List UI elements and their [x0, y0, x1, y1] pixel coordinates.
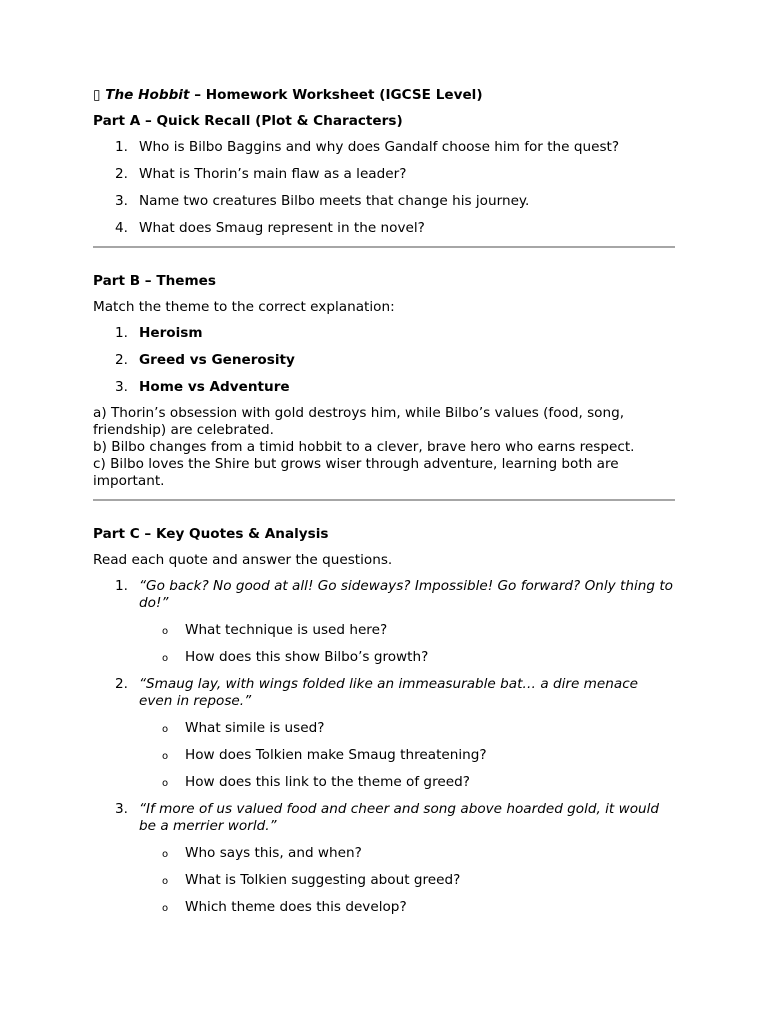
part-a-question: [93, 193, 675, 210]
question-number: 2.: [115, 166, 128, 182]
worksheet-title: [93, 87, 675, 104]
quote-question: [139, 845, 675, 862]
quote-question-list: [139, 720, 675, 791]
circle-bullet-icon: o: [162, 876, 169, 887]
theme-explanations: [93, 405, 675, 490]
circle-bullet-icon: o: [162, 653, 169, 664]
quote-number: 2.: [115, 676, 128, 692]
explanation-a: a) Thorin’s obsession with gold destroys him, while Bilbo’s values (food, song, friendship) are celebrated.: [93, 405, 625, 438]
part-a-question: [93, 220, 675, 237]
question-number: 3.: [115, 193, 128, 209]
question-number: 4.: [115, 220, 128, 236]
question-number: 1.: [115, 139, 128, 155]
question-text: Name two creatures Bilbo meets that change his journey.: [139, 193, 530, 209]
quote-text: “Smaug lay, with wings folded like an immeasurable bat… a dire menace even in repose.”: [139, 676, 639, 709]
quote-question: [139, 774, 675, 791]
part-a-heading: Part A – Quick Recall (Plot & Characters): [93, 113, 403, 129]
theme-number: 2.: [115, 352, 128, 368]
part-a-question: [93, 166, 675, 183]
circle-bullet-icon: o: [162, 903, 169, 914]
part-b-theme-list: [93, 325, 675, 396]
theme-text: Greed vs Generosity: [139, 352, 295, 368]
circle-bullet-icon: o: [162, 849, 169, 860]
quote-question-text: What is Tolkien suggesting about greed?: [185, 872, 461, 888]
quote-question: [139, 649, 675, 666]
section-divider: [93, 499, 675, 501]
question-text: What is Thorin’s main flaw as a leader?: [139, 166, 407, 182]
quote-number: 1.: [115, 578, 128, 594]
quote-text: “Go back? No good at all! Go sideways? Impossible! Go forward? Only thing to do!”: [139, 578, 673, 611]
quote-item: [93, 801, 675, 916]
section-divider: [93, 246, 675, 248]
theme-item: [93, 325, 675, 342]
quote-list: [93, 578, 675, 916]
theme-number: 3.: [115, 379, 128, 395]
theme-text: Heroism: [139, 325, 203, 341]
book-icon: ▯: [93, 87, 101, 103]
circle-bullet-icon: o: [162, 724, 169, 735]
quote-question: [139, 899, 675, 916]
theme-text: Home vs Adventure: [139, 379, 290, 395]
quote-question: [139, 872, 675, 889]
quote-question: [139, 622, 675, 639]
quote-question-text: How does this link to the theme of greed?: [185, 774, 470, 790]
quote-question-text: What technique is used here?: [185, 622, 388, 638]
part-b-heading: Part B – Themes: [93, 273, 216, 289]
part-a-question: [93, 139, 675, 156]
explanation-c: c) Bilbo loves the Shire but grows wiser through adventure, learning both are important.: [93, 456, 619, 489]
quote-question-text: Who says this, and when?: [185, 845, 362, 861]
title-subtitle: – Homework Worksheet (IGCSE Level): [189, 87, 483, 103]
quote-question-text: How does this show Bilbo’s growth?: [185, 649, 429, 665]
quote-item: [93, 676, 675, 791]
part-c-heading: Part C – Key Quotes & Analysis: [93, 526, 329, 542]
quote-question-text: How does Tolkien make Smaug threatening?: [185, 747, 487, 763]
part-c-instruction: Read each quote and answer the questions.: [93, 552, 393, 568]
quote-question-text: What simile is used?: [185, 720, 325, 736]
quote-question-list: [139, 845, 675, 916]
theme-number: 1.: [115, 325, 128, 341]
question-text: Who is Bilbo Baggins and why does Gandalf choose him for the quest?: [139, 139, 620, 155]
theme-item: [93, 352, 675, 369]
quote-text: “If more of us valued food and cheer and song above hoarded gold, it would be a merrier world.”: [139, 801, 660, 834]
quote-question-list: [139, 622, 675, 666]
question-text: What does Smaug represent in the novel?: [139, 220, 425, 236]
worksheet-content: [93, 87, 675, 916]
quote-item: [93, 578, 675, 666]
quote-number: 3.: [115, 801, 128, 817]
quote-question: [139, 747, 675, 764]
part-b-instruction: Match the theme to the correct explanation:: [93, 299, 395, 315]
part-a-question-list: [93, 139, 675, 237]
theme-item: [93, 379, 675, 396]
circle-bullet-icon: o: [162, 778, 169, 789]
circle-bullet-icon: o: [162, 751, 169, 762]
book-title: The Hobbit: [105, 87, 190, 103]
explanation-b: b) Bilbo changes from a timid hobbit to a clever, brave hero who earns respect.: [93, 439, 635, 455]
quote-question-text: Which theme does this develop?: [185, 899, 407, 915]
quote-question: [139, 720, 675, 737]
circle-bullet-icon: o: [162, 626, 169, 637]
